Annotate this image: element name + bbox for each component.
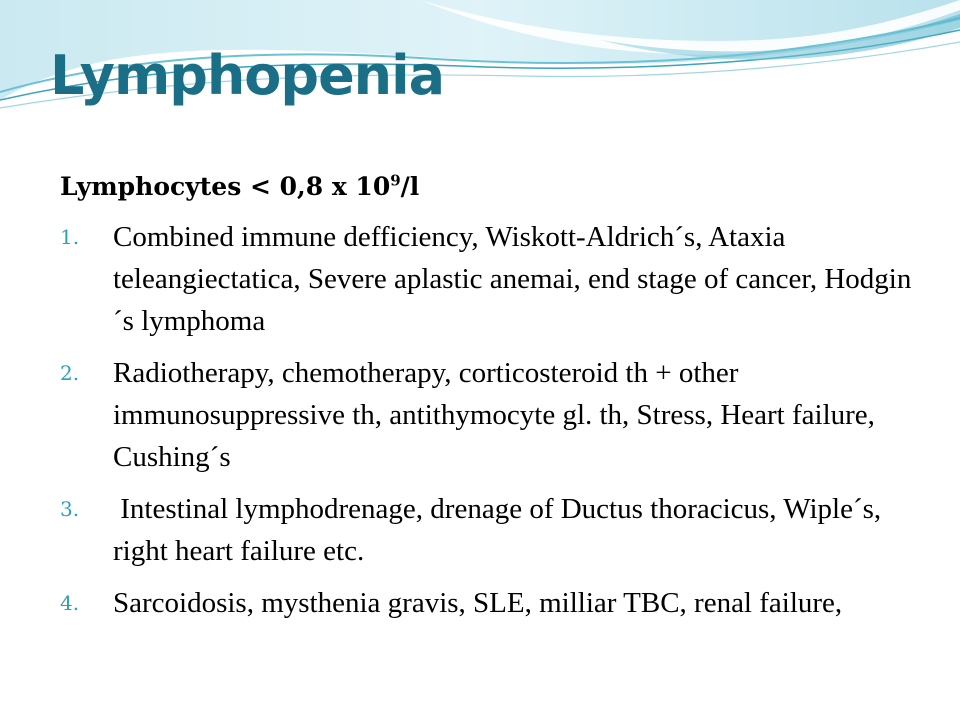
list-item <box>60 488 920 572</box>
list-item <box>60 582 920 624</box>
list-item-number: 2. <box>60 361 80 385</box>
heading-exponent: 9 <box>390 171 401 190</box>
list-item-text: Combined immune defficiency, Wiskott-Aldrich´s, Ataxia teleangiectatica, Severe aplastic anemai, end stage of cancer, Hodgin´s lymphoma <box>113 221 912 337</box>
lymphocyte-threshold-heading <box>60 168 920 206</box>
list-item-text: Sarcoidosis, mysthenia gravis, SLE, milliar TBC, renal failure, <box>113 587 843 619</box>
slide-title: Lymphopenia <box>50 44 445 107</box>
list-item <box>60 216 920 342</box>
list-item-number: 4. <box>60 591 80 615</box>
heading-prefix: Lymphocytes < 0,8 x 10 <box>60 172 391 201</box>
list-item-number: 1. <box>60 225 80 249</box>
causes-list <box>60 216 920 624</box>
heading-suffix: /l <box>400 172 420 201</box>
list-item-text: Radiotherapy, chemotherapy, corticosteroid th + other immunosuppressive th, antithymocyte gl. th, Stress, Heart failure, Cushing´s <box>113 357 875 473</box>
slide-content <box>60 168 920 634</box>
list-item-text: Intestinal lymphodrenage, drenage of Ductus thoracicus, Wiple´s, right heart failure etc. <box>113 493 889 567</box>
list-item <box>60 352 920 478</box>
list-item-number: 3. <box>60 497 80 521</box>
